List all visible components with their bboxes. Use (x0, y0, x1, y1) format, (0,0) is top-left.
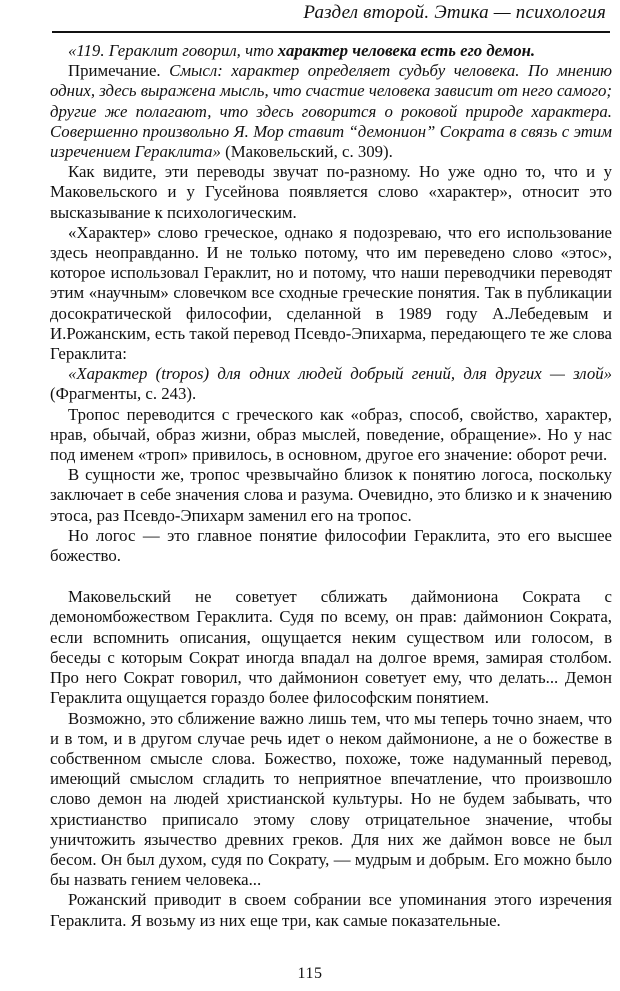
paragraph (50, 587, 612, 708)
running-header: Раздел второй. Этика — психология (303, 2, 606, 23)
paragraph (50, 890, 612, 930)
text-run: Примечание. (68, 61, 170, 81)
body-text (50, 41, 612, 931)
text-run: Рожанский приводит в своем собрании все упоминания этого изречения Гераклита. Я возьму из них еще три, как самые показательные. (50, 890, 612, 930)
header-rule (52, 31, 610, 33)
text-run: (Фрагменты, с. 243). (50, 384, 197, 404)
paragraph (50, 223, 612, 364)
italic-text: Смысл: характер определяет судьбу человека. По мнению одних, здесь выражена мысль, что счастие человека зависит от него самого; другие же полагают, что здесь говорится о роковой природе характера. Совершенно произвольно Я. Мор ставит “демонион” Сократа в связь с этим изречением Гераклита» (50, 61, 613, 162)
text-run: Но логос — это главное понятие философии Гераклита, это его высшее божество. (50, 525, 612, 566)
paragraph (50, 162, 612, 223)
text-run: Возможно, это сближение важно лишь тем, что мы теперь точно знаем, что и в том, и в другом случае речь идет о неком даймонионе, а не о божестве в собственном смысле слова. Божество, похоже, тоже надуманный перевод, имеющий смыслом сгладить то неприятное впечатление, что произвошло слово демон на людей христианской культуры. Но не будем забывать, что христианство приписало этому слову отрицательное значение, чтобы уничтожить язычество древних греков. Для них же даймон вовсе не был бесом. Он был духом, судя по Сократу, — мудрым и добрым. Его можно было бы назвать гением человека... (50, 708, 612, 890)
text-run: Как видите, эти переводы звучат по-разному. Но уже одно то, что и у Маковельского и у Гусейнова появляется слово «характер», относит это высказывание к психологическим. (50, 162, 612, 222)
paragraph (50, 526, 612, 566)
page-number: 115 (297, 965, 323, 982)
paragraph (50, 41, 612, 61)
text-run: Маковельский не советует сближать даймониона Сократа с демономбожеством Гераклита. Судя по всему, он прав: даймонион Сократа, если вспомнить описания, ощущается неким существом или голосом, в беседы с которым Сократ иногда впадал на долгое время, замирая столбом. Про него Сократ говорил, что даймонион советует ему, что делать... Демон Гераклита ощущается гораздо более философским понятием. (50, 587, 612, 708)
italic-text: «Характер (tropos) для одних людей добрый гений, для других — злой» (68, 364, 612, 384)
italic-text: «119. Гераклит говорил, что (68, 41, 278, 60)
text-run: Тропос переводится с греческого как «образ, способ, свойство, характер, нрав, обычай, образ жизни, образ мыслей, поведение, обращение». Но у нас под именем «троп» привилось, в основном, другое его значение: оборот речи. (50, 404, 612, 465)
text-run: «Характер» слово греческое, однако я подозреваю, что его использование здесь неоправданно. И не только потому, что им переведено слово «этос», которое использовал Гераклит, но и потому, что наши переводчики переводят этим «научным» словечком все сходные греческие понятия. Так в публикации досократической философии, сделанной в 1989 году А.Лебедевым и И.Рожанским, есть такой перевод Псевдо-Эпихарма, передающего те же слова Гераклита: (50, 222, 612, 364)
emphasis-text: характер человека есть его демон. (277, 41, 536, 60)
paragraph (50, 405, 612, 466)
paragraph (50, 61, 612, 162)
text-run: В сущности же, тропос чрезвычайно близок к понятию логоса, поскольку заключает в себе значения слова и разума. Очевидно, это близко и к значению этоса, раз Псевдо-Эпихарм заменил его на тропос. (50, 465, 612, 525)
text-run: (Маковельский, с. 309). (220, 142, 393, 162)
paragraph (50, 465, 612, 526)
paragraph (50, 364, 612, 404)
paragraph (50, 709, 612, 891)
